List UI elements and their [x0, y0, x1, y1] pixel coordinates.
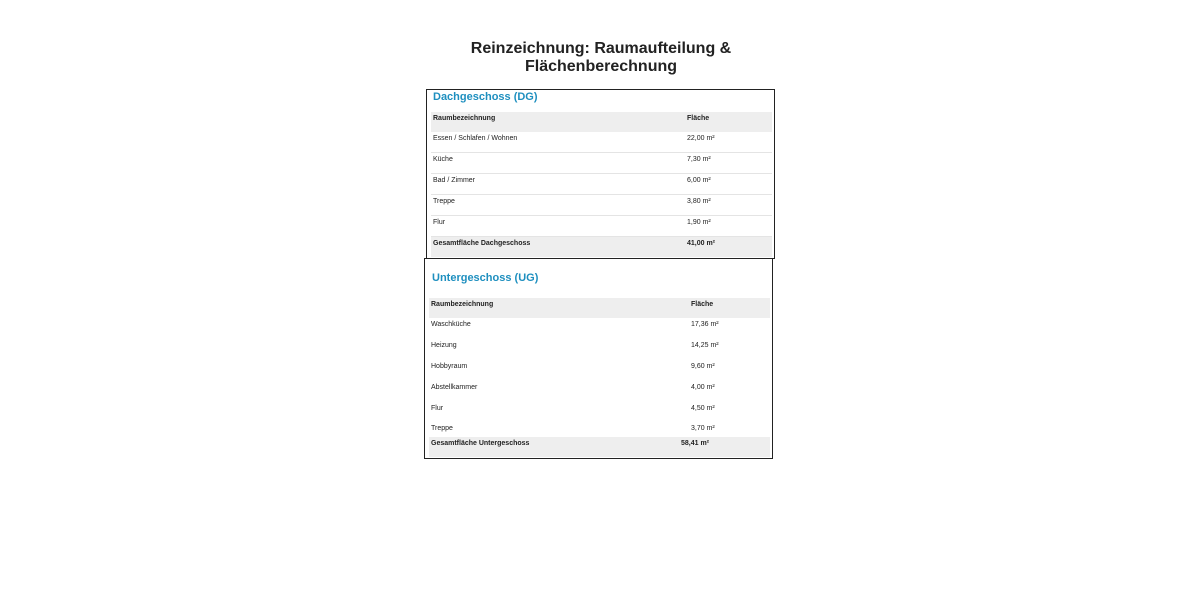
total-label: Gesamtfläche Dachgeschoss [433, 240, 531, 247]
column-header-room: Raumbezeichnung [431, 301, 494, 308]
table-row [429, 402, 770, 422]
room-name: Flur [431, 405, 444, 412]
room-area: 1,90 m² [687, 219, 711, 226]
table-row [431, 195, 772, 216]
table-header-row [429, 298, 770, 318]
table-row [429, 339, 770, 359]
room-name: Treppe [431, 425, 453, 432]
column-header-area: Fläche [687, 115, 710, 122]
room-area: 6,00 m² [687, 177, 711, 184]
table-row [431, 132, 772, 153]
table-row [429, 360, 770, 380]
room-area: 22,00 m² [687, 135, 715, 142]
document-title [0, 40, 1200, 76]
room-name: Heizung [431, 342, 457, 349]
total-row [429, 437, 770, 457]
room-name: Abstellkammer [431, 384, 478, 391]
room-name: Flur [433, 219, 446, 226]
room-name: Bad / Zimmer [433, 177, 476, 184]
untergeschoss-table [424, 258, 773, 459]
total-value: 58,41 m² [681, 440, 710, 447]
section-heading-ug: Untergeschoss (UG) [432, 272, 539, 284]
title-line-2: Flächenberechnung [524, 58, 678, 75]
table-row [431, 174, 772, 195]
dachgeschoss-table [426, 89, 775, 259]
room-area: 9,60 m² [691, 363, 715, 370]
table-row [431, 153, 772, 174]
column-header-area: Fläche [691, 301, 714, 308]
total-row [431, 237, 772, 257]
total-value: 41,00 m² [687, 240, 716, 247]
room-area: 14,25 m² [691, 342, 719, 349]
room-area: 7,30 m² [687, 156, 711, 163]
room-area: 17,36 m² [691, 321, 719, 328]
section-heading-dg: Dachgeschoss (DG) [433, 91, 538, 103]
room-name: Küche [433, 156, 453, 163]
column-header-room: Raumbezeichnung [433, 115, 496, 122]
table-header-row [431, 112, 772, 132]
room-area: 4,50 m² [691, 405, 715, 412]
table-row [431, 216, 772, 237]
table-row [429, 318, 770, 338]
room-area: 3,70 m² [691, 425, 715, 432]
total-label: Gesamtfläche Untergeschoss [431, 440, 530, 447]
table-row [429, 381, 770, 401]
room-area: 3,80 m² [687, 198, 711, 205]
title-line-1: Reinzeichnung: Raumaufteilung & [470, 40, 732, 57]
room-name: Hobbyraum [431, 363, 468, 370]
room-name: Essen / Schlafen / Wohnen [433, 135, 518, 142]
room-name: Treppe [433, 198, 455, 205]
room-name: Waschküche [431, 321, 471, 328]
room-area: 4,00 m² [691, 384, 715, 391]
